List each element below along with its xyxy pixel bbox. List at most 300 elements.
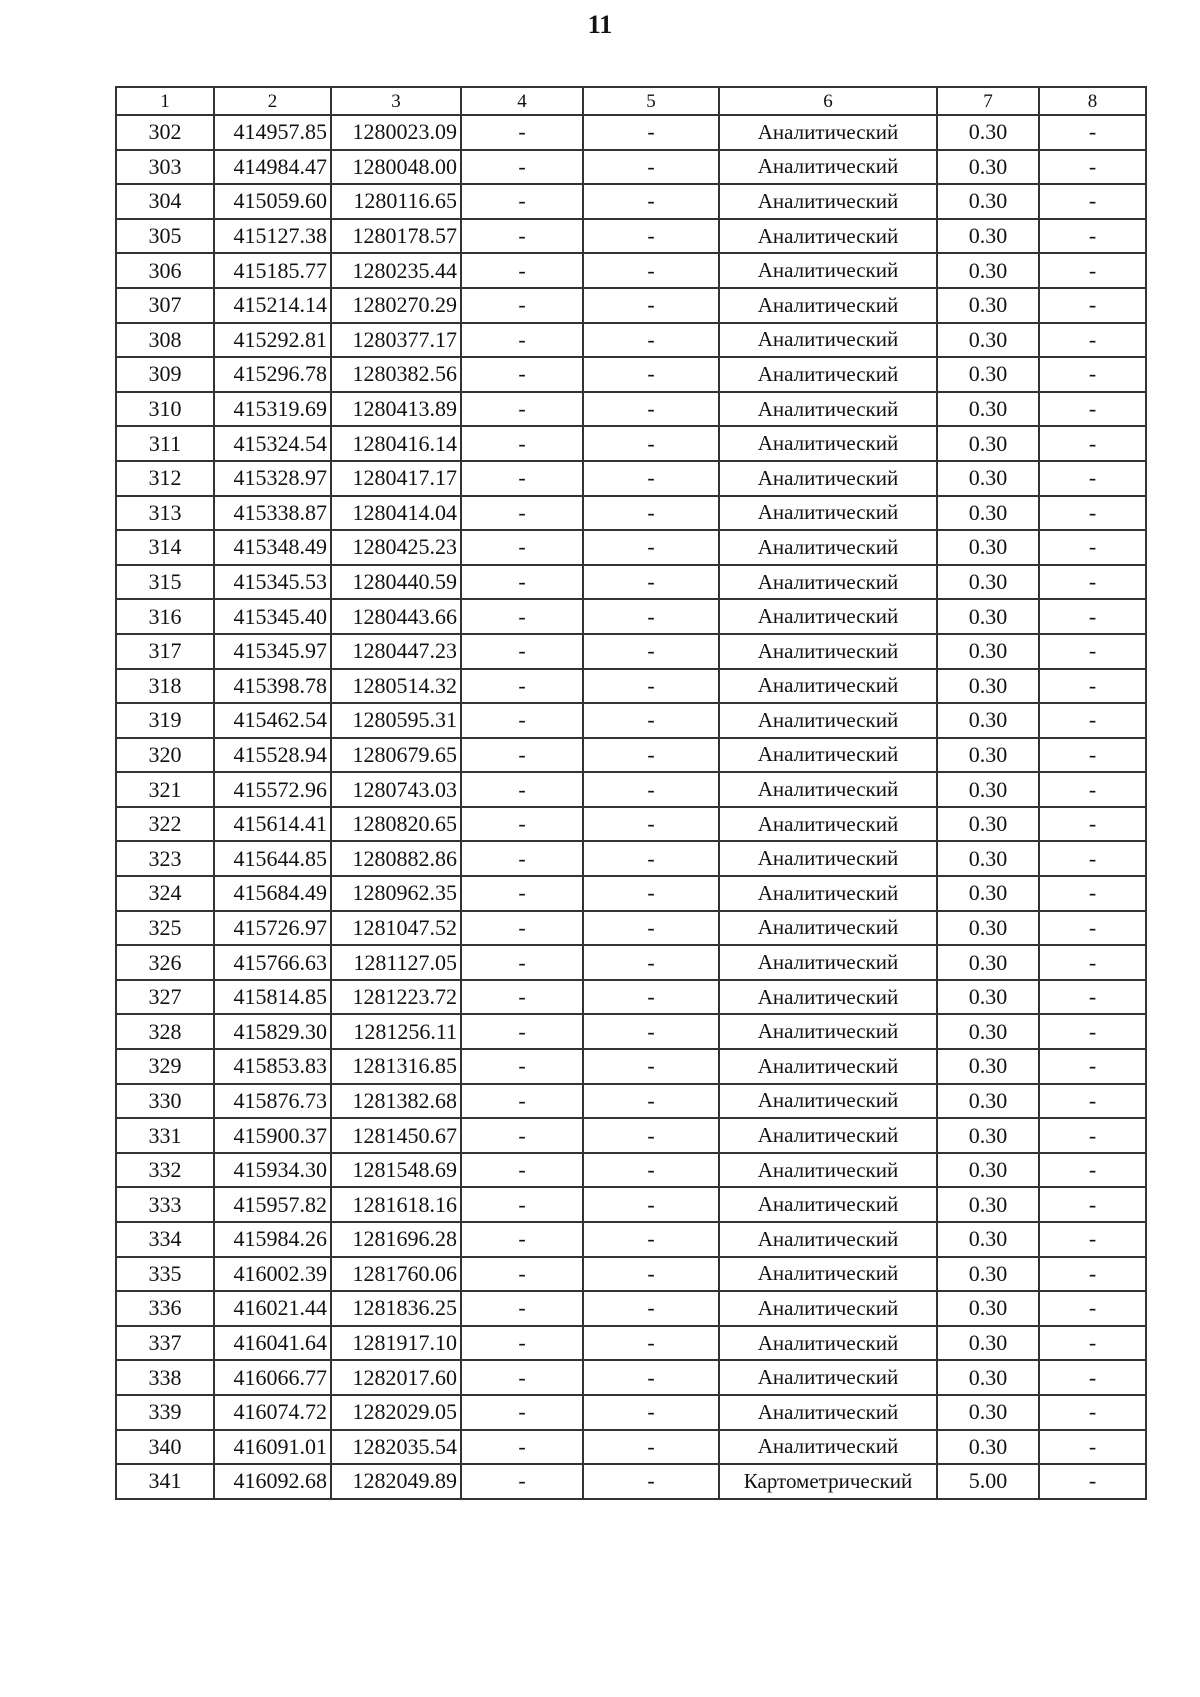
column-4-cell: -: [461, 1430, 583, 1465]
column-4-cell: -: [461, 150, 583, 185]
point-number-cell: 324: [116, 876, 214, 911]
column-5-cell: -: [583, 1222, 719, 1257]
point-number-cell: 337: [116, 1326, 214, 1361]
column-8-cell: -: [1039, 288, 1146, 323]
x-coordinate-cell: 415766.63: [214, 945, 331, 980]
method-cell: Аналитический: [719, 1326, 937, 1361]
column-4-cell: -: [461, 1222, 583, 1257]
y-coordinate-cell: 1280116.65: [331, 184, 461, 219]
point-number-cell: 302: [116, 115, 214, 150]
column-5-cell: -: [583, 807, 719, 842]
column-5-cell: -: [583, 392, 719, 427]
point-number-cell: 316: [116, 599, 214, 634]
point-number-cell: 317: [116, 634, 214, 669]
page-number: 11: [587, 10, 613, 39]
column-8-cell: -: [1039, 323, 1146, 358]
table-row: [116, 599, 1146, 634]
column-4-cell: -: [461, 980, 583, 1015]
accuracy-cell: 0.30: [937, 426, 1039, 461]
column-8-cell: -: [1039, 599, 1146, 634]
method-cell: Аналитический: [719, 392, 937, 427]
method-cell: Аналитический: [719, 1360, 937, 1395]
column-4-cell: -: [461, 1360, 583, 1395]
accuracy-cell: 0.30: [937, 1049, 1039, 1084]
column-5-cell: -: [583, 1257, 719, 1292]
column-5-cell: -: [583, 1464, 719, 1499]
column-8-cell: -: [1039, 841, 1146, 876]
point-number-cell: 319: [116, 703, 214, 738]
method-cell: Аналитический: [719, 461, 937, 496]
point-number-cell: 309: [116, 357, 214, 392]
column-header: 3: [331, 87, 461, 115]
column-5-cell: -: [583, 1326, 719, 1361]
y-coordinate-cell: 1280270.29: [331, 288, 461, 323]
point-number-cell: 306: [116, 253, 214, 288]
point-number-cell: 329: [116, 1049, 214, 1084]
point-number-cell: 331: [116, 1118, 214, 1153]
y-coordinate-cell: 1280514.32: [331, 669, 461, 704]
column-5-cell: -: [583, 1187, 719, 1222]
x-coordinate-cell: 415957.82: [214, 1187, 331, 1222]
y-coordinate-cell: 1280820.65: [331, 807, 461, 842]
x-coordinate-cell: 415644.85: [214, 841, 331, 876]
point-number-cell: 303: [116, 150, 214, 185]
method-cell: Аналитический: [719, 876, 937, 911]
table-row: [116, 841, 1146, 876]
column-4-cell: -: [461, 115, 583, 150]
method-cell: Аналитический: [719, 807, 937, 842]
y-coordinate-cell: 1280382.56: [331, 357, 461, 392]
table-row: [116, 1430, 1146, 1465]
point-number-cell: 310: [116, 392, 214, 427]
accuracy-cell: 0.30: [937, 115, 1039, 150]
column-5-cell: -: [583, 1014, 719, 1049]
y-coordinate-cell: 1280377.17: [331, 323, 461, 358]
table-row: [116, 288, 1146, 323]
y-coordinate-cell: 1281548.69: [331, 1153, 461, 1188]
y-coordinate-cell: 1281382.68: [331, 1084, 461, 1119]
column-header: 7: [937, 87, 1039, 115]
point-number-cell: 321: [116, 772, 214, 807]
method-cell: Аналитический: [719, 1395, 937, 1430]
y-coordinate-cell: 1281618.16: [331, 1187, 461, 1222]
column-5-cell: -: [583, 772, 719, 807]
column-8-cell: -: [1039, 357, 1146, 392]
column-5-cell: -: [583, 115, 719, 150]
y-coordinate-cell: 1281760.06: [331, 1257, 461, 1292]
method-cell: Аналитический: [719, 530, 937, 565]
column-8-cell: -: [1039, 1187, 1146, 1222]
x-coordinate-cell: 415348.49: [214, 530, 331, 565]
column-8-cell: -: [1039, 634, 1146, 669]
x-coordinate-cell: 416074.72: [214, 1395, 331, 1430]
point-number-cell: 328: [116, 1014, 214, 1049]
column-5-cell: -: [583, 634, 719, 669]
y-coordinate-cell: 1281917.10: [331, 1326, 461, 1361]
column-4-cell: -: [461, 1395, 583, 1430]
accuracy-cell: 0.30: [937, 565, 1039, 600]
column-5-cell: -: [583, 496, 719, 531]
method-cell: Аналитический: [719, 253, 937, 288]
column-4-cell: -: [461, 1049, 583, 1084]
method-cell: Аналитический: [719, 1049, 937, 1084]
method-cell: Аналитический: [719, 772, 937, 807]
x-coordinate-cell: 415876.73: [214, 1084, 331, 1119]
point-number-cell: 314: [116, 530, 214, 565]
column-5-cell: -: [583, 1049, 719, 1084]
column-8-cell: -: [1039, 980, 1146, 1015]
column-4-cell: -: [461, 496, 583, 531]
y-coordinate-cell: 1281696.28: [331, 1222, 461, 1257]
method-cell: Аналитический: [719, 288, 937, 323]
method-cell: Аналитический: [719, 496, 937, 531]
x-coordinate-cell: 416092.68: [214, 1464, 331, 1499]
column-5-cell: -: [583, 980, 719, 1015]
table-row: [116, 703, 1146, 738]
x-coordinate-cell: 415984.26: [214, 1222, 331, 1257]
column-8-cell: -: [1039, 115, 1146, 150]
point-number-cell: 333: [116, 1187, 214, 1222]
point-number-cell: 340: [116, 1430, 214, 1465]
x-coordinate-cell: 415462.54: [214, 703, 331, 738]
column-5-cell: -: [583, 461, 719, 496]
column-4-cell: -: [461, 669, 583, 704]
accuracy-cell: 0.30: [937, 1430, 1039, 1465]
point-number-cell: 320: [116, 738, 214, 773]
accuracy-cell: 0.30: [937, 184, 1039, 219]
x-coordinate-cell: 415059.60: [214, 184, 331, 219]
column-4-cell: -: [461, 184, 583, 219]
column-header: 4: [461, 87, 583, 115]
method-cell: Аналитический: [719, 669, 937, 704]
column-4-cell: -: [461, 703, 583, 738]
table-row: [116, 1084, 1146, 1119]
method-cell: Аналитический: [719, 115, 937, 150]
accuracy-cell: 0.30: [937, 703, 1039, 738]
column-5-cell: -: [583, 911, 719, 946]
column-5-cell: -: [583, 599, 719, 634]
column-header: 8: [1039, 87, 1146, 115]
point-number-cell: 307: [116, 288, 214, 323]
column-8-cell: -: [1039, 530, 1146, 565]
y-coordinate-cell: 1281256.11: [331, 1014, 461, 1049]
accuracy-cell: 0.30: [937, 599, 1039, 634]
table-row: [116, 1360, 1146, 1395]
accuracy-cell: 0.30: [937, 392, 1039, 427]
column-8-cell: -: [1039, 219, 1146, 254]
table-row: [116, 1014, 1146, 1049]
accuracy-cell: 5.00: [937, 1464, 1039, 1499]
column-4-cell: -: [461, 807, 583, 842]
point-number-cell: 315: [116, 565, 214, 600]
method-cell: Аналитический: [719, 184, 937, 219]
point-number-cell: 323: [116, 841, 214, 876]
column-5-cell: -: [583, 288, 719, 323]
y-coordinate-cell: 1280679.65: [331, 738, 461, 773]
table-row: [116, 738, 1146, 773]
accuracy-cell: 0.30: [937, 738, 1039, 773]
column-8-cell: -: [1039, 1257, 1146, 1292]
column-5-cell: -: [583, 669, 719, 704]
x-coordinate-cell: 416002.39: [214, 1257, 331, 1292]
table-row: [116, 876, 1146, 911]
x-coordinate-cell: 415319.69: [214, 392, 331, 427]
column-4-cell: -: [461, 565, 583, 600]
point-number-cell: 332: [116, 1153, 214, 1188]
accuracy-cell: 0.30: [937, 1084, 1039, 1119]
column-5-cell: -: [583, 1395, 719, 1430]
y-coordinate-cell: 1280447.23: [331, 634, 461, 669]
point-number-cell: 327: [116, 980, 214, 1015]
method-cell: Аналитический: [719, 219, 937, 254]
table-row: [116, 807, 1146, 842]
column-5-cell: -: [583, 738, 719, 773]
method-cell: Аналитический: [719, 1222, 937, 1257]
column-8-cell: -: [1039, 669, 1146, 704]
column-5-cell: -: [583, 184, 719, 219]
column-8-cell: -: [1039, 253, 1146, 288]
column-4-cell: -: [461, 1464, 583, 1499]
method-cell: Аналитический: [719, 150, 937, 185]
table-row: [116, 426, 1146, 461]
x-coordinate-cell: 415296.78: [214, 357, 331, 392]
column-5-cell: -: [583, 1118, 719, 1153]
table-row: [116, 392, 1146, 427]
table-body: [116, 87, 1146, 1499]
x-coordinate-cell: 415398.78: [214, 669, 331, 704]
y-coordinate-cell: 1281223.72: [331, 980, 461, 1015]
column-4-cell: -: [461, 911, 583, 946]
column-8-cell: -: [1039, 1360, 1146, 1395]
column-header: 1: [116, 87, 214, 115]
x-coordinate-cell: 415292.81: [214, 323, 331, 358]
method-cell: Аналитический: [719, 1430, 937, 1465]
point-number-cell: 308: [116, 323, 214, 358]
header-row: [116, 87, 1146, 115]
x-coordinate-cell: 415726.97: [214, 911, 331, 946]
column-4-cell: -: [461, 738, 583, 773]
column-5-cell: -: [583, 1153, 719, 1188]
method-cell: Аналитический: [719, 1014, 937, 1049]
point-number-cell: 322: [116, 807, 214, 842]
column-4-cell: -: [461, 392, 583, 427]
y-coordinate-cell: 1280882.86: [331, 841, 461, 876]
x-coordinate-cell: 415853.83: [214, 1049, 331, 1084]
y-coordinate-cell: 1282029.05: [331, 1395, 461, 1430]
method-cell: Аналитический: [719, 841, 937, 876]
column-4-cell: -: [461, 426, 583, 461]
column-4-cell: -: [461, 219, 583, 254]
column-8-cell: -: [1039, 184, 1146, 219]
column-5-cell: -: [583, 565, 719, 600]
column-4-cell: -: [461, 253, 583, 288]
column-5-cell: -: [583, 1084, 719, 1119]
point-number-cell: 311: [116, 426, 214, 461]
column-5-cell: -: [583, 150, 719, 185]
accuracy-cell: 0.30: [937, 1257, 1039, 1292]
column-8-cell: -: [1039, 1118, 1146, 1153]
accuracy-cell: 0.30: [937, 669, 1039, 704]
column-8-cell: -: [1039, 1222, 1146, 1257]
method-cell: Аналитический: [719, 945, 937, 980]
accuracy-cell: 0.30: [937, 219, 1039, 254]
y-coordinate-cell: 1281127.05: [331, 945, 461, 980]
column-4-cell: -: [461, 323, 583, 358]
column-8-cell: -: [1039, 1014, 1146, 1049]
method-cell: Аналитический: [719, 738, 937, 773]
x-coordinate-cell: 416066.77: [214, 1360, 331, 1395]
column-8-cell: -: [1039, 1084, 1146, 1119]
accuracy-cell: 0.30: [937, 496, 1039, 531]
x-coordinate-cell: 416021.44: [214, 1291, 331, 1326]
accuracy-cell: 0.30: [937, 841, 1039, 876]
accuracy-cell: 0.30: [937, 980, 1039, 1015]
accuracy-cell: 0.30: [937, 945, 1039, 980]
method-cell: Аналитический: [719, 980, 937, 1015]
method-cell: Аналитический: [719, 703, 937, 738]
table-row: [116, 565, 1146, 600]
y-coordinate-cell: 1280962.35: [331, 876, 461, 911]
x-coordinate-cell: 414957.85: [214, 115, 331, 150]
column-5-cell: -: [583, 323, 719, 358]
column-4-cell: -: [461, 1187, 583, 1222]
column-8-cell: -: [1039, 1326, 1146, 1361]
point-number-cell: 341: [116, 1464, 214, 1499]
method-cell: Аналитический: [719, 426, 937, 461]
accuracy-cell: 0.30: [937, 1222, 1039, 1257]
y-coordinate-cell: 1281316.85: [331, 1049, 461, 1084]
method-cell: Аналитический: [719, 323, 937, 358]
table-row: [116, 911, 1146, 946]
column-4-cell: -: [461, 288, 583, 323]
column-4-cell: -: [461, 1118, 583, 1153]
table-row: [116, 1187, 1146, 1222]
y-coordinate-cell: 1282017.60: [331, 1360, 461, 1395]
column-4-cell: -: [461, 876, 583, 911]
column-4-cell: -: [461, 634, 583, 669]
table-row: [116, 1257, 1146, 1292]
column-8-cell: -: [1039, 461, 1146, 496]
method-cell: Аналитический: [719, 1118, 937, 1153]
column-4-cell: -: [461, 1153, 583, 1188]
column-4-cell: -: [461, 1014, 583, 1049]
column-8-cell: -: [1039, 1464, 1146, 1499]
x-coordinate-cell: 415814.85: [214, 980, 331, 1015]
column-8-cell: -: [1039, 150, 1146, 185]
point-number-cell: 305: [116, 219, 214, 254]
table-row: [116, 323, 1146, 358]
point-number-cell: 338: [116, 1360, 214, 1395]
column-4-cell: -: [461, 945, 583, 980]
column-5-cell: -: [583, 876, 719, 911]
accuracy-cell: 0.30: [937, 253, 1039, 288]
y-coordinate-cell: 1280443.66: [331, 599, 461, 634]
x-coordinate-cell: 414984.47: [214, 150, 331, 185]
y-coordinate-cell: 1280178.57: [331, 219, 461, 254]
x-coordinate-cell: 415900.37: [214, 1118, 331, 1153]
column-8-cell: -: [1039, 1291, 1146, 1326]
table-row: [116, 1049, 1146, 1084]
table-row: [116, 357, 1146, 392]
accuracy-cell: 0.30: [937, 1291, 1039, 1326]
y-coordinate-cell: 1280235.44: [331, 253, 461, 288]
y-coordinate-cell: 1280048.00: [331, 150, 461, 185]
method-cell: Аналитический: [719, 1153, 937, 1188]
point-number-cell: 334: [116, 1222, 214, 1257]
accuracy-cell: 0.30: [937, 1395, 1039, 1430]
accuracy-cell: 0.30: [937, 807, 1039, 842]
column-5-cell: -: [583, 1360, 719, 1395]
column-5-cell: -: [583, 426, 719, 461]
accuracy-cell: 0.30: [937, 461, 1039, 496]
accuracy-cell: 0.30: [937, 323, 1039, 358]
column-8-cell: -: [1039, 1395, 1146, 1430]
x-coordinate-cell: 415214.14: [214, 288, 331, 323]
column-5-cell: -: [583, 1291, 719, 1326]
column-8-cell: -: [1039, 703, 1146, 738]
accuracy-cell: 0.30: [937, 634, 1039, 669]
table-row: [116, 980, 1146, 1015]
column-8-cell: -: [1039, 911, 1146, 946]
method-cell: Картометрический: [719, 1464, 937, 1499]
x-coordinate-cell: 415528.94: [214, 738, 331, 773]
accuracy-cell: 0.30: [937, 1014, 1039, 1049]
y-coordinate-cell: 1280425.23: [331, 530, 461, 565]
column-header: 2: [214, 87, 331, 115]
accuracy-cell: 0.30: [937, 876, 1039, 911]
column-header: 5: [583, 87, 719, 115]
y-coordinate-cell: 1282035.54: [331, 1430, 461, 1465]
column-4-cell: -: [461, 841, 583, 876]
column-8-cell: -: [1039, 426, 1146, 461]
column-5-cell: -: [583, 1430, 719, 1465]
column-5-cell: -: [583, 530, 719, 565]
column-8-cell: -: [1039, 876, 1146, 911]
table-row: [116, 253, 1146, 288]
x-coordinate-cell: 415324.54: [214, 426, 331, 461]
table-row: [116, 219, 1146, 254]
table-row: [116, 530, 1146, 565]
accuracy-cell: 0.30: [937, 772, 1039, 807]
y-coordinate-cell: 1280414.04: [331, 496, 461, 531]
column-8-cell: -: [1039, 738, 1146, 773]
x-coordinate-cell: 415829.30: [214, 1014, 331, 1049]
column-5-cell: -: [583, 945, 719, 980]
column-4-cell: -: [461, 1291, 583, 1326]
table-row: [116, 634, 1146, 669]
table-row: [116, 1222, 1146, 1257]
column-8-cell: -: [1039, 392, 1146, 427]
y-coordinate-cell: 1280023.09: [331, 115, 461, 150]
accuracy-cell: 0.30: [937, 150, 1039, 185]
column-5-cell: -: [583, 357, 719, 392]
y-coordinate-cell: 1281450.67: [331, 1118, 461, 1153]
y-coordinate-cell: 1281047.52: [331, 911, 461, 946]
x-coordinate-cell: 415572.96: [214, 772, 331, 807]
table-row: [116, 184, 1146, 219]
y-coordinate-cell: 1280416.14: [331, 426, 461, 461]
column-5-cell: -: [583, 841, 719, 876]
table-row: [116, 1464, 1146, 1499]
method-cell: Аналитический: [719, 1084, 937, 1119]
x-coordinate-cell: 415345.53: [214, 565, 331, 600]
column-8-cell: -: [1039, 1430, 1146, 1465]
point-number-cell: 318: [116, 669, 214, 704]
x-coordinate-cell: 415345.97: [214, 634, 331, 669]
point-number-cell: 339: [116, 1395, 214, 1430]
table-row: [116, 669, 1146, 704]
column-4-cell: -: [461, 1326, 583, 1361]
